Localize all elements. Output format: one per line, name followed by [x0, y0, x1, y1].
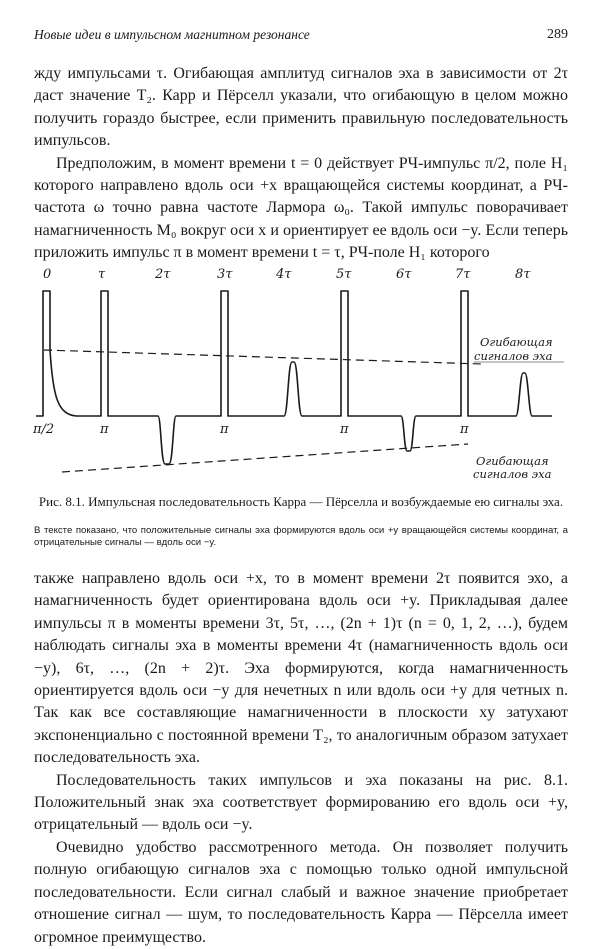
pulse-label: π — [100, 422, 109, 437]
lower-envelope-line — [62, 444, 468, 472]
time-label: 6τ — [396, 267, 412, 282]
figure-caption: Рис. 8.1. Импульсная последовательность Карра — Пёрселла и возбуждаемые ею сигналы эха. — [38, 494, 564, 509]
paragraph: Предположим, в момент времени t = 0 действует РЧ-импульс π/2, поле H₁ которого направлено вдоль оси +x вращающейся системы координат, а РЧ-частота ω точно равна частоте Лармора ω₀. Такой импульс поворачивает намагниченность M₀ вокруг оси x и ориентирует ее вдоль оси −y. Если теперь приложить импульс π в момент времени t = τ, РЧ-поле H₁ которого — [34, 154, 568, 262]
upper-envelope-line — [44, 350, 482, 364]
figure-note: В тексте показано, что положительные сигналы эха формируются вдоль оси +y вращающейся системы координат, а отрицательные сигналы — вдоль оси −y. — [34, 525, 568, 548]
pulse-label: π — [340, 422, 349, 437]
envelope-label-bottom: сигналов эха — [473, 467, 552, 481]
paragraph: также направлено вдоль оси +x, то в момент времени 2τ появится эхо, а намагниченность будет ориентирована вдоль оси +y. Прикладывая далее импульсы π в моменты времени 3τ, 5τ, …, (2n + 1)τ (n = 0, 1, 2, …), будем наблюдать сигналы эха в моменты времени 4τ (намагниченность вдоль оси −y), 6τ, …, (2n + 2)τ. Эха формируются, когда намагниченность ориентируется вдоль оси −y для нечетных n или вдоль оси +y для четных n. Так как все составляющие намагниченности в плоскости xy затухают экспоненциально с постоянной времени T₂, то аналогичным образом затухает последовательность эха. — [34, 570, 568, 767]
paragraph: жду импульсами τ. Огибающая амплитуд сигналов эха в зависимости от 2τ даст значение T₂. Карр и Пёрселл указали, что огибающую в целом можно получить гораздо быстрее, если применить правильную последовательность импульсов. — [34, 65, 568, 150]
envelope-label-top: сигналов эха — [474, 349, 553, 363]
pulse-label: π — [220, 422, 229, 437]
paragraph: Очевидно удобство рассмотренного метода. Он позволяет получить полную огибающую сигналов эха с помощью только одной импульсной последовательности. Если сигнал слабый и важное значение приобретает отношение сигнал — шум, то последовательность Карра — Пёрселла имеет огромное преимущество. — [34, 838, 568, 946]
time-label: 4τ — [276, 267, 292, 282]
running-head — [34, 24, 568, 46]
envelope-label-top: Огибающая — [480, 335, 553, 349]
time-label: 0 — [43, 267, 52, 282]
time-label: 2τ — [155, 267, 171, 282]
time-label: 5τ — [336, 267, 352, 282]
pulse-label: π/2 — [33, 422, 55, 437]
text-block-bottom — [34, 568, 568, 949]
signal-waveform — [36, 291, 552, 464]
text-block-top — [34, 63, 568, 265]
time-label: τ — [98, 267, 106, 282]
page-number: 289 — [547, 27, 568, 42]
figure-carr-purcell — [30, 258, 570, 490]
pulse-sequence-diagram — [30, 258, 570, 490]
paragraph: Последовательность таких импульсов и эха показаны на рис. 8.1. Положительный знак эха соответствует формированию его вдоль оси +y, отрицательный — вдоль оси −y. — [34, 771, 568, 834]
time-label: 7τ — [455, 267, 471, 282]
pulse-label: π — [460, 422, 469, 437]
time-label: 3τ — [217, 267, 233, 282]
time-label: 8τ — [515, 267, 531, 282]
envelope-label-bottom: Огибающая — [476, 454, 549, 468]
running-head-title: Новые идеи в импульсном магнитном резонансе — [34, 27, 310, 42]
